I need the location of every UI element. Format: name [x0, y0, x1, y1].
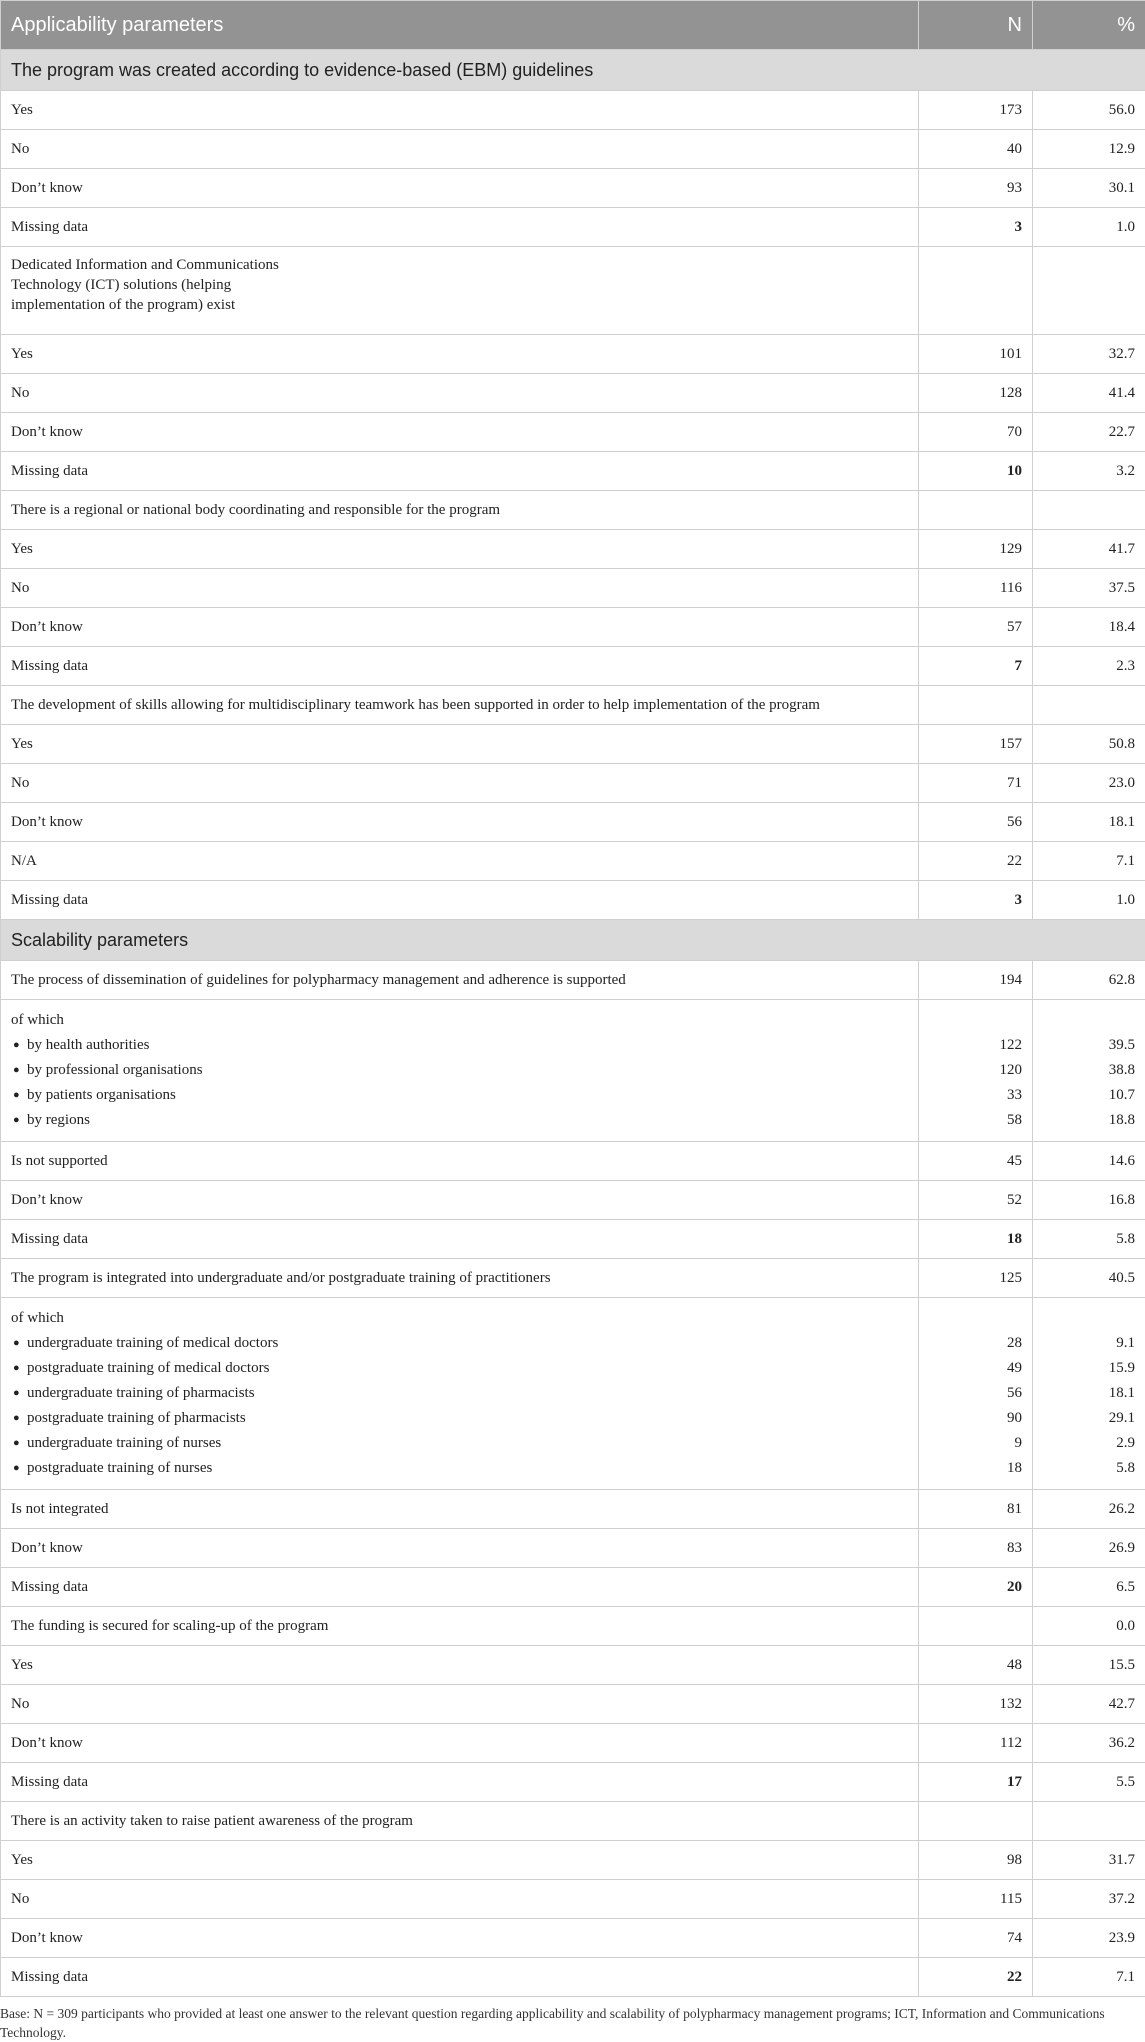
row-label: Is not supported	[1, 1142, 919, 1181]
row-label: Don’t know	[1, 1724, 919, 1763]
bullet-percent: 5.8	[1043, 1456, 1135, 1481]
row-n: 101	[919, 335, 1033, 374]
bullet-percent: 18.1	[1043, 1381, 1135, 1406]
row-percent: 16.8	[1033, 1181, 1145, 1220]
row-percent: 42.7	[1033, 1685, 1145, 1724]
table-row	[1, 91, 1145, 130]
row-n: 22	[919, 1958, 1033, 1997]
row-n: 81	[919, 1490, 1033, 1529]
spacer	[929, 1306, 1022, 1331]
table-row	[1, 1919, 1145, 1958]
row-n: 17	[919, 1763, 1033, 1802]
row-label: Missing data	[1, 452, 919, 491]
table-row	[1, 725, 1145, 764]
bullet-item: ● undergraduate training of pharmacists	[11, 1381, 908, 1406]
table-row	[1, 413, 1145, 452]
bullet-n: 33	[929, 1083, 1022, 1108]
row-percent	[1033, 686, 1145, 725]
row-percent: 37.5	[1033, 569, 1145, 608]
section-title: Scalability parameters	[1, 920, 1145, 961]
bullet-n: 90	[929, 1406, 1022, 1431]
row-label: No	[1, 130, 919, 169]
row-n: 48	[919, 1646, 1033, 1685]
row-label: No	[1, 1880, 919, 1919]
row-n	[919, 686, 1033, 725]
row-label: Yes	[1, 1646, 919, 1685]
bullet-n: 56	[929, 1381, 1022, 1406]
table-row	[1, 1646, 1145, 1685]
bullet-item: ● by health authorities	[11, 1033, 908, 1058]
row-n: 116	[919, 569, 1033, 608]
bullet-item: ● undergraduate training of nurses	[11, 1431, 908, 1456]
bullet-n: 18	[929, 1456, 1022, 1481]
row-n: 52	[919, 1181, 1033, 1220]
table-row	[1, 1880, 1145, 1919]
row-label: Don’t know	[1, 169, 919, 208]
row-label: Yes	[1, 530, 919, 569]
row-percent	[1033, 1802, 1145, 1841]
row-label: No	[1, 1685, 919, 1724]
row-percent: 5.5	[1033, 1763, 1145, 1802]
row-percent: 12.9	[1033, 130, 1145, 169]
row-n: 132	[919, 1685, 1033, 1724]
row-percent	[1033, 247, 1145, 335]
table-row	[1, 764, 1145, 803]
bullet-percent: 39.5	[1043, 1033, 1135, 1058]
row-n	[919, 1607, 1033, 1646]
row-n: 83	[919, 1529, 1033, 1568]
row-percent: 1.0	[1033, 881, 1145, 920]
row-percent: 14.6	[1033, 1142, 1145, 1181]
breakdown-labels	[1, 1000, 919, 1142]
table-header-row	[1, 1, 1145, 50]
row-label: Yes	[1, 725, 919, 764]
row-n	[919, 1802, 1033, 1841]
bullet-percent: 15.9	[1043, 1356, 1135, 1381]
row-n: 40	[919, 130, 1033, 169]
row-percent: 26.2	[1033, 1490, 1145, 1529]
row-n: 70	[919, 413, 1033, 452]
table-row	[1, 1763, 1145, 1802]
table-row	[1, 1259, 1145, 1298]
row-percent: 41.7	[1033, 530, 1145, 569]
table-row	[1, 335, 1145, 374]
question-line: Technology (ICT) solutions (helping	[11, 275, 908, 295]
row-percent: 15.5	[1033, 1646, 1145, 1685]
row-n: 157	[919, 725, 1033, 764]
row-n: 45	[919, 1142, 1033, 1181]
row-label: Yes	[1, 335, 919, 374]
bullet-item: ● postgraduate training of medical doctors	[11, 1356, 908, 1381]
table-row	[1, 491, 1145, 530]
row-percent: 36.2	[1033, 1724, 1145, 1763]
table-row	[1, 208, 1145, 247]
section-title: The program was created according to evidence-based (EBM) guidelines	[1, 50, 1145, 91]
breakdown-n	[919, 1000, 1033, 1142]
table-row	[1, 1724, 1145, 1763]
table-row	[1, 1220, 1145, 1259]
table-row	[1, 1568, 1145, 1607]
row-label: The program is integrated into undergraduate and/or postgraduate training of practitioners	[1, 1259, 919, 1298]
table-row	[1, 1490, 1145, 1529]
row-n: 98	[919, 1841, 1033, 1880]
row-percent: 18.1	[1033, 803, 1145, 842]
row-n: 57	[919, 608, 1033, 647]
row-label: Missing data	[1, 1220, 919, 1259]
table-row	[1, 1685, 1145, 1724]
table-row	[1, 130, 1145, 169]
table-row	[1, 1142, 1145, 1181]
row-label: The process of dissemination of guidelines for polypharmacy management and adherence is supported	[1, 961, 919, 1000]
table-row	[1, 647, 1145, 686]
bullet-item: ● by patients organisations	[11, 1083, 908, 1108]
row-n: 22	[919, 842, 1033, 881]
breakdown-labels	[1, 1298, 919, 1490]
row-percent: 22.7	[1033, 413, 1145, 452]
table-row	[1, 1529, 1145, 1568]
question-line: implementation of the program) exist	[11, 295, 908, 315]
spacer	[1043, 1008, 1135, 1033]
bullet-item: ● by professional organisations	[11, 1058, 908, 1083]
breakdown-percent	[1033, 1298, 1145, 1490]
row-label: No	[1, 764, 919, 803]
row-n: 112	[919, 1724, 1033, 1763]
row-label: Don’t know	[1, 803, 919, 842]
row-label: Don’t know	[1, 1529, 919, 1568]
header-percent: %	[1033, 1, 1145, 50]
row-n: 56	[919, 803, 1033, 842]
breakdown-n	[919, 1298, 1033, 1490]
breakdown-head: of which	[11, 1008, 908, 1033]
row-percent: 0.0	[1033, 1607, 1145, 1646]
row-n: 93	[919, 169, 1033, 208]
row-percent: 2.3	[1033, 647, 1145, 686]
row-percent: 5.8	[1033, 1220, 1145, 1259]
spacer	[1043, 1306, 1135, 1331]
row-n: 115	[919, 1880, 1033, 1919]
row-label: Don’t know	[1, 608, 919, 647]
table-row	[1, 1607, 1145, 1646]
table-row	[1, 169, 1145, 208]
row-percent: 56.0	[1033, 91, 1145, 130]
bullet-percent: 9.1	[1043, 1331, 1135, 1356]
question-row	[1, 247, 1145, 335]
row-label: No	[1, 374, 919, 413]
header-n: N	[919, 1, 1033, 50]
row-label: Missing data	[1, 1568, 919, 1607]
row-percent: 1.0	[1033, 208, 1145, 247]
row-label: Missing data	[1, 1763, 919, 1802]
row-n: 173	[919, 91, 1033, 130]
row-percent: 18.4	[1033, 608, 1145, 647]
table-row	[1, 686, 1145, 725]
row-percent: 40.5	[1033, 1259, 1145, 1298]
table-footnote: Base: N = 309 participants who provided at least one answer to the relevant question regarding applicability and scalability of polypharmacy management programs; ICT, Information and Communications Technology.	[0, 1997, 1140, 2042]
table-row	[1, 803, 1145, 842]
row-percent: 23.0	[1033, 764, 1145, 803]
bullet-item: ● postgraduate training of nurses	[11, 1456, 908, 1481]
row-label: Don’t know	[1, 1919, 919, 1958]
row-percent: 6.5	[1033, 1568, 1145, 1607]
row-n: 125	[919, 1259, 1033, 1298]
row-label: Missing data	[1, 208, 919, 247]
bullet-percent: 29.1	[1043, 1406, 1135, 1431]
row-label: Missing data	[1, 1958, 919, 1997]
row-percent: 3.2	[1033, 452, 1145, 491]
spacer	[929, 1008, 1022, 1033]
table-row	[1, 881, 1145, 920]
row-label: N/A	[1, 842, 919, 881]
table-row	[1, 842, 1145, 881]
bullet-percent: 2.9	[1043, 1431, 1135, 1456]
bullet-item: ● undergraduate training of medical doctors	[11, 1331, 908, 1356]
section-header-row	[1, 920, 1145, 961]
table-row	[1, 1802, 1145, 1841]
row-n: 128	[919, 374, 1033, 413]
row-label: Don’t know	[1, 1181, 919, 1220]
table-body	[1, 50, 1145, 1997]
row-label: Missing data	[1, 881, 919, 920]
row-label: Yes	[1, 1841, 919, 1880]
row-label: No	[1, 569, 919, 608]
row-n: 74	[919, 1919, 1033, 1958]
question-line: Dedicated Information and Communications	[11, 255, 908, 275]
table-row	[1, 961, 1145, 1000]
row-label: Yes	[1, 91, 919, 130]
row-percent: 23.9	[1033, 1919, 1145, 1958]
table-row	[1, 569, 1145, 608]
breakdown-row	[1, 1298, 1145, 1490]
breakdown-percent	[1033, 1000, 1145, 1142]
bullet-percent: 38.8	[1043, 1058, 1135, 1083]
table-row	[1, 530, 1145, 569]
bullet-n: 120	[929, 1058, 1022, 1083]
bullet-percent: 10.7	[1043, 1083, 1135, 1108]
row-n: 3	[919, 881, 1033, 920]
row-percent: 37.2	[1033, 1880, 1145, 1919]
table-row	[1, 1958, 1145, 1997]
row-n: 3	[919, 208, 1033, 247]
bullet-percent: 18.8	[1043, 1108, 1135, 1133]
row-percent	[1033, 491, 1145, 530]
bullet-n: 9	[929, 1431, 1022, 1456]
row-percent: 31.7	[1033, 1841, 1145, 1880]
row-percent: 26.9	[1033, 1529, 1145, 1568]
table-row	[1, 1841, 1145, 1880]
row-n	[919, 491, 1033, 530]
row-label: Is not integrated	[1, 1490, 919, 1529]
section-header-row	[1, 50, 1145, 91]
row-percent: 62.8	[1033, 961, 1145, 1000]
row-percent: 7.1	[1033, 842, 1145, 881]
row-n: 20	[919, 1568, 1033, 1607]
table-row	[1, 452, 1145, 491]
row-percent: 30.1	[1033, 169, 1145, 208]
bullet-n: 49	[929, 1356, 1022, 1381]
table-row	[1, 608, 1145, 647]
row-label: The funding is secured for scaling-up of the program	[1, 1607, 919, 1646]
row-n: 194	[919, 961, 1033, 1000]
table-row	[1, 1181, 1145, 1220]
row-n: 71	[919, 764, 1033, 803]
question-label	[1, 247, 919, 335]
bullet-item: ● by regions	[11, 1108, 908, 1133]
row-n: 10	[919, 452, 1033, 491]
bullet-item: ● postgraduate training of pharmacists	[11, 1406, 908, 1431]
row-label: The development of skills allowing for multidisciplinary teamwork has been supported in order to help implementation of the program	[1, 686, 919, 725]
breakdown-row	[1, 1000, 1145, 1142]
row-percent: 41.4	[1033, 374, 1145, 413]
row-percent: 50.8	[1033, 725, 1145, 764]
bullet-n: 58	[929, 1108, 1022, 1133]
header-parameters: Applicability parameters	[1, 1, 919, 50]
row-label: There is a regional or national body coordinating and responsible for the program	[1, 491, 919, 530]
row-n: 129	[919, 530, 1033, 569]
row-percent: 32.7	[1033, 335, 1145, 374]
table-row	[1, 374, 1145, 413]
bullet-n: 28	[929, 1331, 1022, 1356]
row-label: There is an activity taken to raise patient awareness of the program	[1, 1802, 919, 1841]
row-n: 18	[919, 1220, 1033, 1259]
row-percent: 7.1	[1033, 1958, 1145, 1997]
row-n: 7	[919, 647, 1033, 686]
bullet-n: 122	[929, 1033, 1022, 1058]
row-n	[919, 247, 1033, 335]
row-label: Missing data	[1, 647, 919, 686]
row-label: Don’t know	[1, 413, 919, 452]
breakdown-head: of which	[11, 1306, 908, 1331]
